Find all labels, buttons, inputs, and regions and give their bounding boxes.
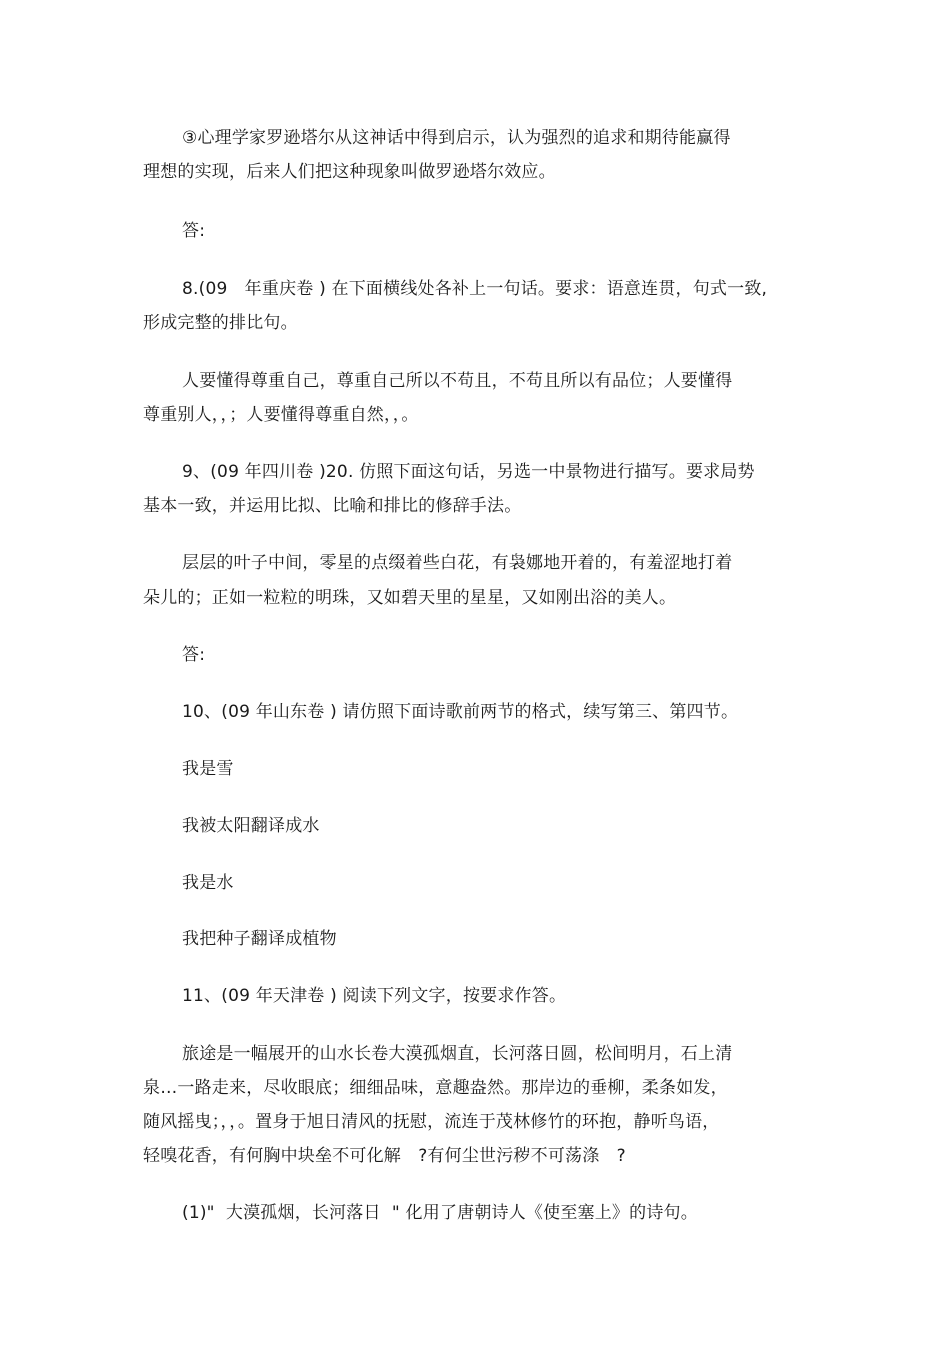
- paragraph-line: 理想的实现，后来人们把这种现象叫做罗逊塔尔效应。: [143, 162, 556, 182]
- question-11: 11、(09 年天津卷 ) 阅读下列文字，按要求作答。: [182, 986, 567, 1006]
- poem-line: 我被太阳翻译成水: [182, 816, 320, 836]
- paragraph-line: 尊重别人，，；人要懂得尊重自然，，。: [143, 405, 419, 425]
- paragraph-line: 形成完整的排比句。: [143, 313, 298, 333]
- paragraph-line: 人要懂得尊重自己，尊重自己所以不苟且，不苟且所以有品位；人要懂得: [182, 371, 733, 391]
- paragraph-line: 旅途是一幅展开的山水长卷大漠孤烟直，长河落日圆，松间明月，石上清: [182, 1044, 733, 1064]
- answer-label: 答:: [182, 221, 206, 241]
- sub-question-1: (1)" 大漠孤烟，长河落日 " 化用了唐朝诗人《使至塞上》的诗句。: [182, 1203, 698, 1223]
- poem-line: 我是雪: [182, 759, 234, 779]
- paragraph-line: 泉…一路走来，尽收眼底；细细品味，意趣盎然。那岸边的垂柳，柔条如发，: [143, 1078, 728, 1098]
- answer-label: 答:: [182, 645, 206, 665]
- paragraph-line: 朵儿的；正如一粒粒的明珠，又如碧天里的星星，又如刚出浴的美人。: [143, 588, 677, 608]
- poem-line: 我是水: [182, 873, 234, 893]
- paragraph-line: 随风摇曳；，，。置身于旭日清风的抚慰，流连于茂林修竹的环抱，静听鸟语，: [143, 1112, 720, 1132]
- poem-line: 我把种子翻译成植物: [182, 929, 337, 949]
- paragraph-line: 轻嗅花香，有何胸中块垒不可化解 ?有何尘世污秽不可荡涤 ?: [143, 1146, 626, 1166]
- paragraph-line: 基本一致，并运用比拟、比喻和排比的修辞手法。: [143, 496, 522, 516]
- paragraph-line: ③心理学家罗逊塔尔从这神话中得到启示，认为强烈的追求和期待能赢得: [182, 128, 731, 148]
- paragraph-line: 层层的叶子中间，零星的点缀着些白花，有袅娜地开着的，有羞涩地打着: [182, 553, 733, 573]
- question-10: 10、(09 年山东卷 ) 请仿照下面诗歌前两节的格式，续写第三、第四节。: [182, 702, 739, 722]
- question-9: 9、(09 年四川卷 )20. 仿照下面这句话，另选一中景物进行描写。要求局势: [182, 462, 755, 482]
- question-8: 8.(09 年重庆卷 ) 在下面横线处各补上一句话。要求：语意连贯，句式一致,: [182, 279, 768, 299]
